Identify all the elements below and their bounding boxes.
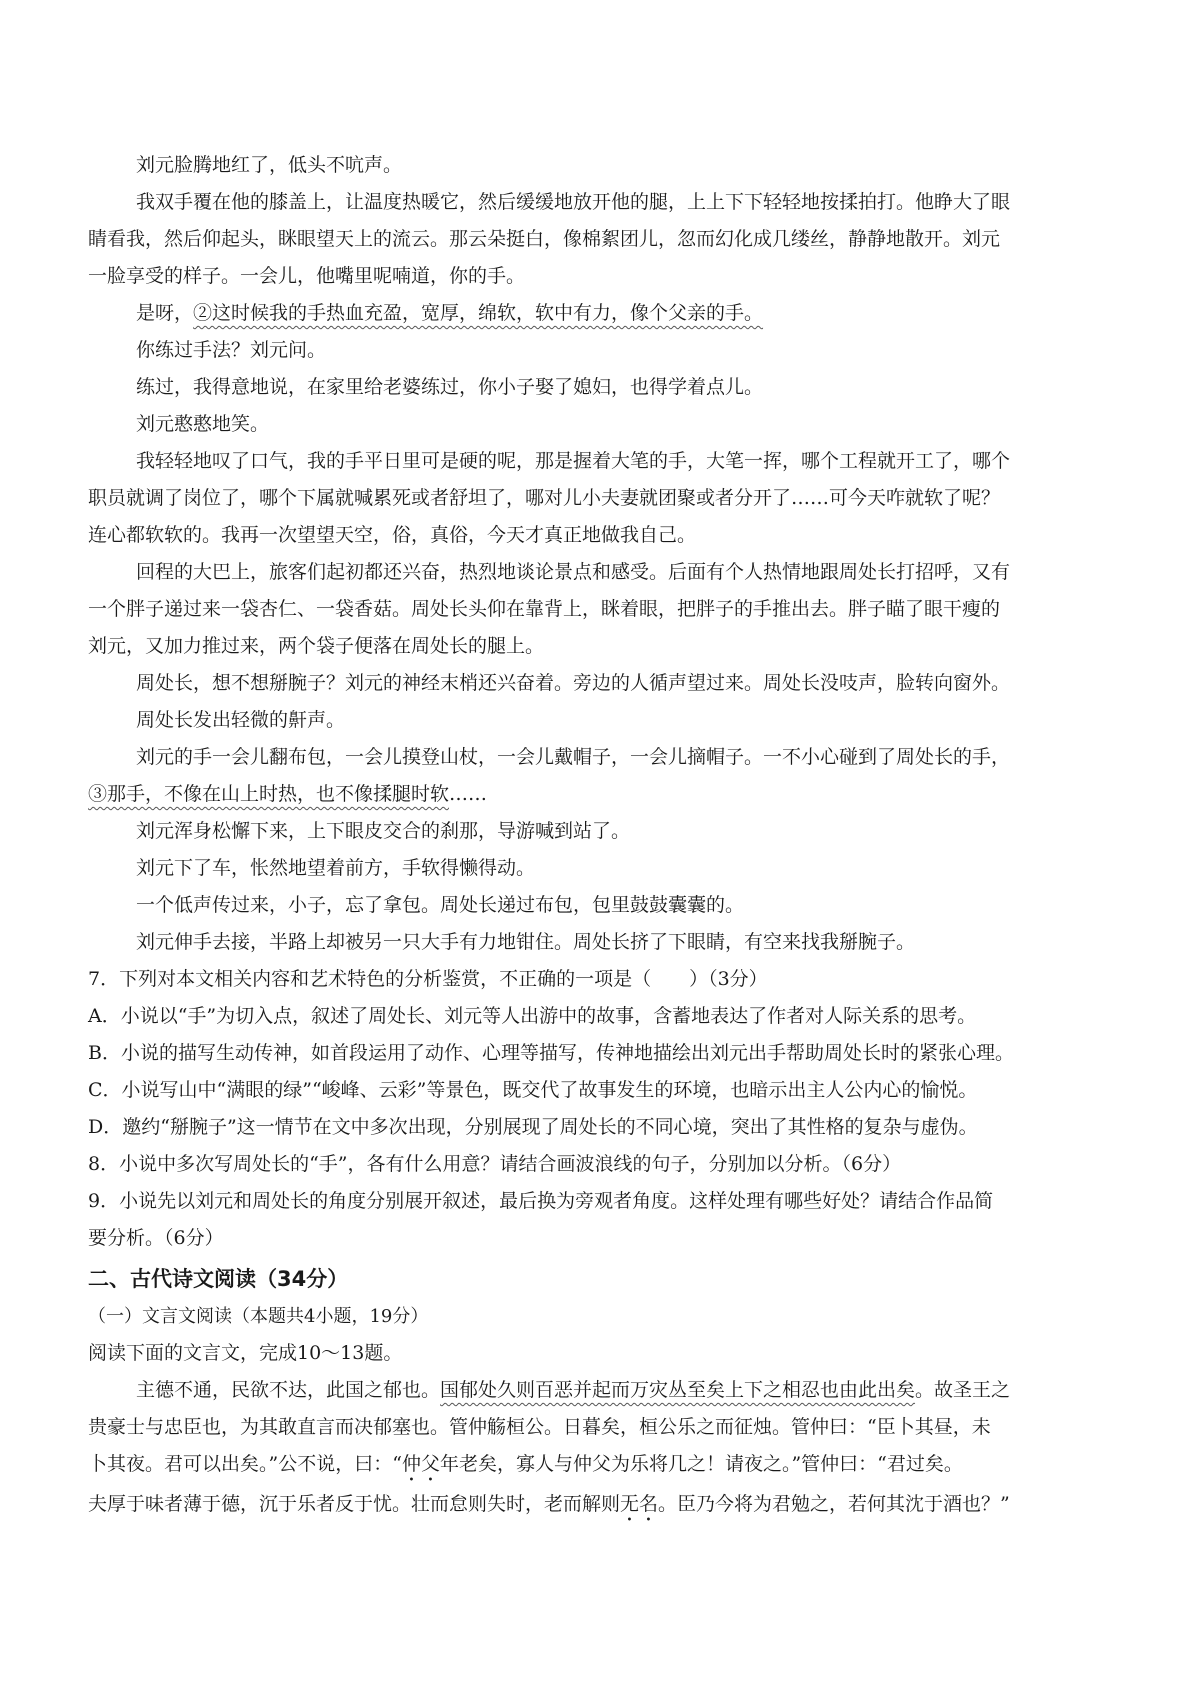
- text-line: 职员就调了岗位了，哪个下属就喊累死或者舒坦了，哪对儿小夫妻就团聚或者分开了……可今天咋就软了呢？: [88, 487, 1001, 509]
- subsection-title: （一）文言文阅读（本题共4小题，19分）: [88, 1306, 429, 1327]
- dotted-character: 父: [420, 1453, 440, 1475]
- question-9: [88, 1183, 1112, 1257]
- question-7-option-a: A．小说以“手”为切入点，叙述了周处长、刘元等人出游中的故事，含蓄地表达了作者对人际关系的思考。: [88, 1005, 977, 1027]
- story-paragraph: 刘元伸手去接，半路上却被另一只大手有力地钳住。周处长挤了下眼睛，有空来找我掰腕子。: [136, 931, 916, 953]
- text-span: 。故圣王之: [915, 1379, 1011, 1401]
- question-7-option-b: B．小说的描写生动传神，如首段运用了动作、心理等描写，传神地描绘出刘元出手帮助周处长时的紧张心理。: [88, 1042, 1014, 1064]
- dotted-character: 仲: [401, 1453, 421, 1475]
- text-line: 回程的大巴上，旅客们起初都还兴奋，热烈地谈论景点和感受。后面有个人热情地跟周处长打招呼，又有: [136, 561, 1011, 583]
- text-span: ……: [449, 783, 488, 805]
- text-line: 一个胖子递过来一袋杏仁、一袋香菇。周处长头仰在靠背上，眯着眼，把胖子的手推出去。胖子瞄了眼干瘦的: [88, 598, 1001, 620]
- text-line: 一脸享受的样子。一会儿，他嘴里呢喃道，你的手。: [88, 265, 526, 287]
- story-paragraph: [88, 184, 1112, 295]
- text-span: 主德不通，民欲不达，此国之郁也。: [136, 1379, 441, 1401]
- story-paragraph: 周处长发出轻微的鼾声。: [136, 709, 346, 731]
- story-paragraph: 一个低声传过来，小子，忘了拿包。周处长递过布包，包里鼓鼓囊囊的。: [136, 894, 745, 916]
- question-7-option-c: C．小说写山中“满眼的绿”“峻峰、云彩”等景色，既交代了故事发生的环境，也暗示出主人公内心的愉悦。: [88, 1079, 978, 1101]
- story-paragraph: [88, 295, 1112, 332]
- story-paragraph: [88, 739, 1112, 813]
- text-line: [88, 1372, 1112, 1409]
- dotted-character: 名: [639, 1493, 659, 1515]
- story-paragraph: 刘元浑身松懈下来，上下眼皮交合的刹那，导游喊到站了。: [136, 820, 631, 842]
- text-line: 我轻轻地叹了口气，我的手平日里可是硬的呢，那是握着大笔的手，大笔一挥，哪个工程就开工了，哪个: [136, 450, 1011, 472]
- question-7: 7．下列对本文相关内容和艺术特色的分析鉴赏，不正确的一项是（ ）（3分）: [88, 968, 768, 990]
- text-line: 刘元，又加力推过来，两个袋子便落在周处长的腿上。: [88, 635, 545, 657]
- text-line: 贵豪士与忠臣也，为其敢直言而决郁塞也。管仲觞桓公。日暮矣，桓公乐之而征烛。管仲曰：“臣卜其昼，未: [88, 1416, 991, 1438]
- text-line: 9．小说先以刘元和周处长的角度分别展开叙述，最后换为旁观者角度。这样处理有哪些好处？请结合作品简: [88, 1190, 994, 1212]
- text-span: 是呀，: [136, 302, 194, 324]
- text-line: [88, 776, 1112, 813]
- story-paragraph: [88, 443, 1112, 554]
- text-line: [88, 1486, 1112, 1526]
- text-span: 卜其夜。君可以出矣。”公不说，曰：“: [88, 1453, 402, 1475]
- question-7-option-d: D．邀约“掰腕子”这一情节在文中多次出现，分别展现了周处长的不同心境，突出了其性格的复杂与虚伪。: [88, 1116, 978, 1138]
- wavy-underlined-sentence: 国郁处久则百恶并起而万灾丛至矣上下之相忍也由此出矣: [440, 1379, 916, 1401]
- story-paragraph: [88, 554, 1112, 665]
- text-line: 我双手覆在他的膝盖上，让温度热暖它，然后缓缓地放开他的腿，上上下下轻轻地按揉拍打。他睁大了眼: [136, 191, 1011, 213]
- story-paragraph: 练过，我得意地说，在家里给老婆练过，你小子娶了媳妇，也得学着点儿。: [136, 376, 764, 398]
- text-line: 睛看我，然后仰起头，眯眼望天上的流云。那云朵挺白，像棉絮团儿，忽而幻化成几缕丝，静静地散开。刘元: [88, 228, 1001, 250]
- text-line: 刘元的手一会儿翻布包，一会儿摸登山杖，一会儿戴帽子，一会儿摘帽子。一不小心碰到了周处长的手，: [136, 746, 1011, 768]
- story-paragraph: 刘元憨憨地笑。: [136, 413, 270, 435]
- text-span: 年老矣，寡人与仲父为乐将几之！请夜之。”管仲曰：“君过矣。: [439, 1453, 963, 1475]
- instruction-text: 阅读下面的文言文，完成10～13题。: [88, 1342, 403, 1364]
- dotted-character: 无: [620, 1493, 640, 1515]
- classical-passage: [88, 1372, 1112, 1526]
- wavy-underlined-sentence-2: ②这时候我的手热血充盈，宽厚，绵软，软中有力，像个父亲的手。: [193, 302, 764, 324]
- story-paragraph: 周处长，想不想掰腕子？刘元的神经末梢还兴奋着。旁边的人循声望过来。周处长没吱声，脸转向窗外。: [136, 672, 1011, 694]
- story-paragraph: 刘元脸腾地红了，低头不吭声。: [136, 154, 403, 176]
- text-span: 夫厚于味者薄于德，沉于乐者反于忧。壮而怠则失时，老而解则: [88, 1493, 621, 1515]
- question-8: 8．小说中多次写周处长的“手”，各有什么用意？请结合画波浪线的句子，分别加以分析。（6分）: [88, 1153, 902, 1175]
- text-line: 要分析。（6分）: [88, 1227, 224, 1249]
- text-line: 连心都软软的。我再一次望望天空，俗，真俗，今天才真正地做我自己。: [88, 524, 697, 546]
- text-line: [88, 1446, 1112, 1486]
- text-span: 。臣乃今将为君勉之，若何其沈于酒也？”: [658, 1493, 1010, 1515]
- story-paragraph: 刘元下了车，怅然地望着前方，手软得懒得动。: [136, 857, 536, 879]
- section-title: 二、古代诗文阅读（34分）: [88, 1267, 349, 1291]
- story-paragraph: 你练过手法？刘元问。: [136, 339, 327, 361]
- wavy-underlined-sentence-3: ③那手，不像在山上时热，也不像揉腿时软: [88, 783, 450, 805]
